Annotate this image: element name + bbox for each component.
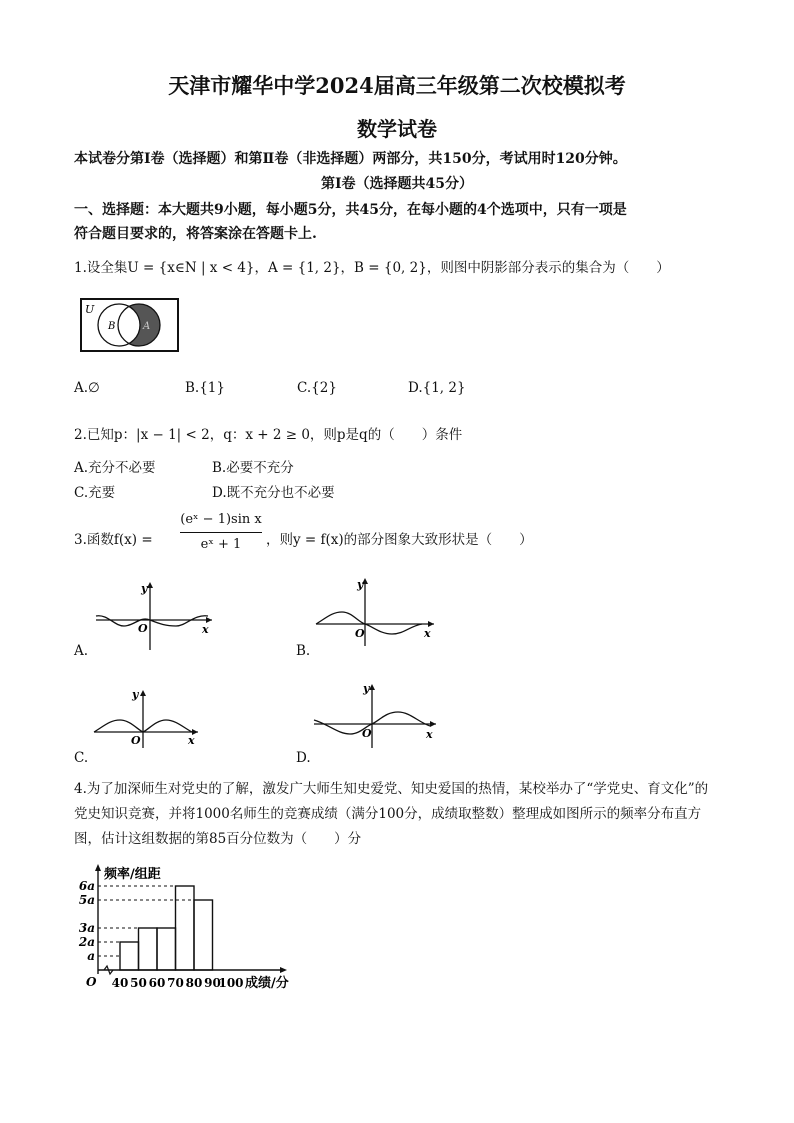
q3-choice-a[interactable]: A.: [74, 643, 89, 659]
y-tick-a: a: [87, 949, 95, 963]
part1-title: 第Ⅰ卷（选择题共45分）: [320, 176, 474, 192]
svg-text:y: y: [141, 582, 148, 595]
svg-text:y: y: [357, 578, 364, 591]
q1-choice-d[interactable]: D.{1, 2}: [408, 380, 466, 396]
q4-line2: 党史知识竞赛，并将1000名师生的竞赛成绩（满分100分，成绩取整数）整理成如图所示的频率分布直方: [74, 806, 702, 822]
svg-text:x: x: [424, 627, 431, 640]
q2-choice-b[interactable]: B.必要不充分: [212, 460, 294, 476]
svg-text:y: y: [363, 682, 370, 695]
bar-60-70: [157, 928, 176, 970]
q1-venn-diagram: [80, 297, 180, 353]
curve-b: [316, 612, 422, 634]
q4-line1: 4.为了加深师生对党史的了解，激发广大师生知史爱党、知史爱国的热情，某校举办了“学党史、育文化”的: [74, 781, 709, 797]
x-tick-50: 50: [130, 976, 147, 990]
svg-text:O: O: [131, 734, 141, 747]
q2-choice-c[interactable]: C.充要: [74, 485, 116, 501]
svg-text:y: y: [132, 688, 139, 701]
x-tick-40: 40: [111, 976, 129, 990]
q3-graph-c: [88, 686, 206, 750]
curve-a: [96, 616, 208, 626]
q2-stem: 2.已知p：|x − 1| < 2，q：x + 2 ≥ 0，则p是q的（ ）条件: [74, 427, 463, 443]
exam-title: 天津市耀华中学2024届高三年级第二次校模拟考: [168, 73, 626, 98]
q1-stem: 1.设全集U = {x∈N | x < 4}，A = {1, 2}，B = {0, 2}，则图中阴影部分表示的集合为（ ）: [74, 260, 670, 276]
section1-line2: 符合题目要求的，将答案涂在答题卡上.: [74, 226, 317, 242]
x-tick-60: 60: [148, 976, 166, 990]
q1-choice-b[interactable]: B.{1}: [185, 380, 225, 396]
q1-choice-c[interactable]: C.{2}: [297, 380, 337, 396]
bar-80-90: [194, 900, 213, 970]
svg-text:x: x: [188, 734, 195, 747]
q3-numerator: (eˣ − 1)sin x: [180, 512, 262, 527]
x-axis-label: 成绩/分: [245, 976, 289, 991]
x-axis-arrow: [280, 967, 287, 973]
x-tick-80: 80: [185, 976, 203, 990]
q3-choice-b[interactable]: B.: [296, 643, 311, 659]
y-axis-label: 频率/组距: [104, 867, 161, 882]
q3-graph-d: [310, 680, 440, 750]
venn-label-u: U: [85, 303, 95, 316]
q3-graph-a: [90, 578, 220, 652]
svg-text:O: O: [362, 727, 372, 740]
q3-denominator: eˣ + 1: [200, 537, 242, 552]
bar-50-60: [139, 928, 158, 970]
q1-choice-a[interactable]: A.∅: [74, 380, 100, 396]
q4-histogram: [72, 860, 322, 1000]
venn-label-a: A: [143, 321, 151, 332]
q3-graph-b: [310, 574, 440, 648]
q3-choice-c[interactable]: C.: [74, 750, 89, 766]
y-tick-2a: 2a: [78, 935, 95, 949]
section1-line1: 一、选择题：本大题共9小题，每小题5分，共45分，在每小题的4个选项中，只有一项是: [74, 202, 627, 218]
svg-text:O: O: [138, 622, 148, 635]
venn-label-b: B: [108, 321, 116, 332]
exam-subtitle: 数学试卷: [357, 117, 437, 141]
bar-70-80: [176, 886, 195, 970]
svg-text:x: x: [202, 623, 209, 636]
origin-label: O: [86, 975, 97, 989]
bar-40-50: [120, 942, 139, 970]
intro-text: 本试卷分第Ⅰ卷（选择题）和第Ⅱ卷（非选择题）两部分，共150分，考试用时120分钟。: [74, 151, 627, 167]
q2-choice-a[interactable]: A.充分不必要: [74, 460, 156, 476]
q3-choice-d[interactable]: D.: [296, 750, 311, 766]
q4-line3: 图，估计这组数据的第85百分位数为（ ）分: [74, 831, 362, 847]
q3-stem-prefix: 3.函数f(x) =: [74, 532, 153, 548]
x-tick-90: 90: [204, 976, 221, 990]
svg-text:O: O: [355, 627, 365, 640]
y-axis-arrow: [95, 864, 101, 871]
q2-choice-d[interactable]: D.既不充分也不必要: [212, 485, 335, 501]
q3-fraction-bar: [180, 532, 262, 533]
y-tick-3a: 3a: [78, 921, 95, 935]
svg-text:x: x: [426, 728, 433, 741]
x-tick-70: 70: [167, 976, 184, 990]
y-tick-5a: 5a: [78, 893, 95, 907]
q3-stem-suffix: ，则y = f(x)的部分图象大致形状是（ ）: [266, 532, 533, 548]
y-tick-6a: 6a: [78, 879, 95, 893]
x-tick-100: 100: [218, 976, 244, 990]
